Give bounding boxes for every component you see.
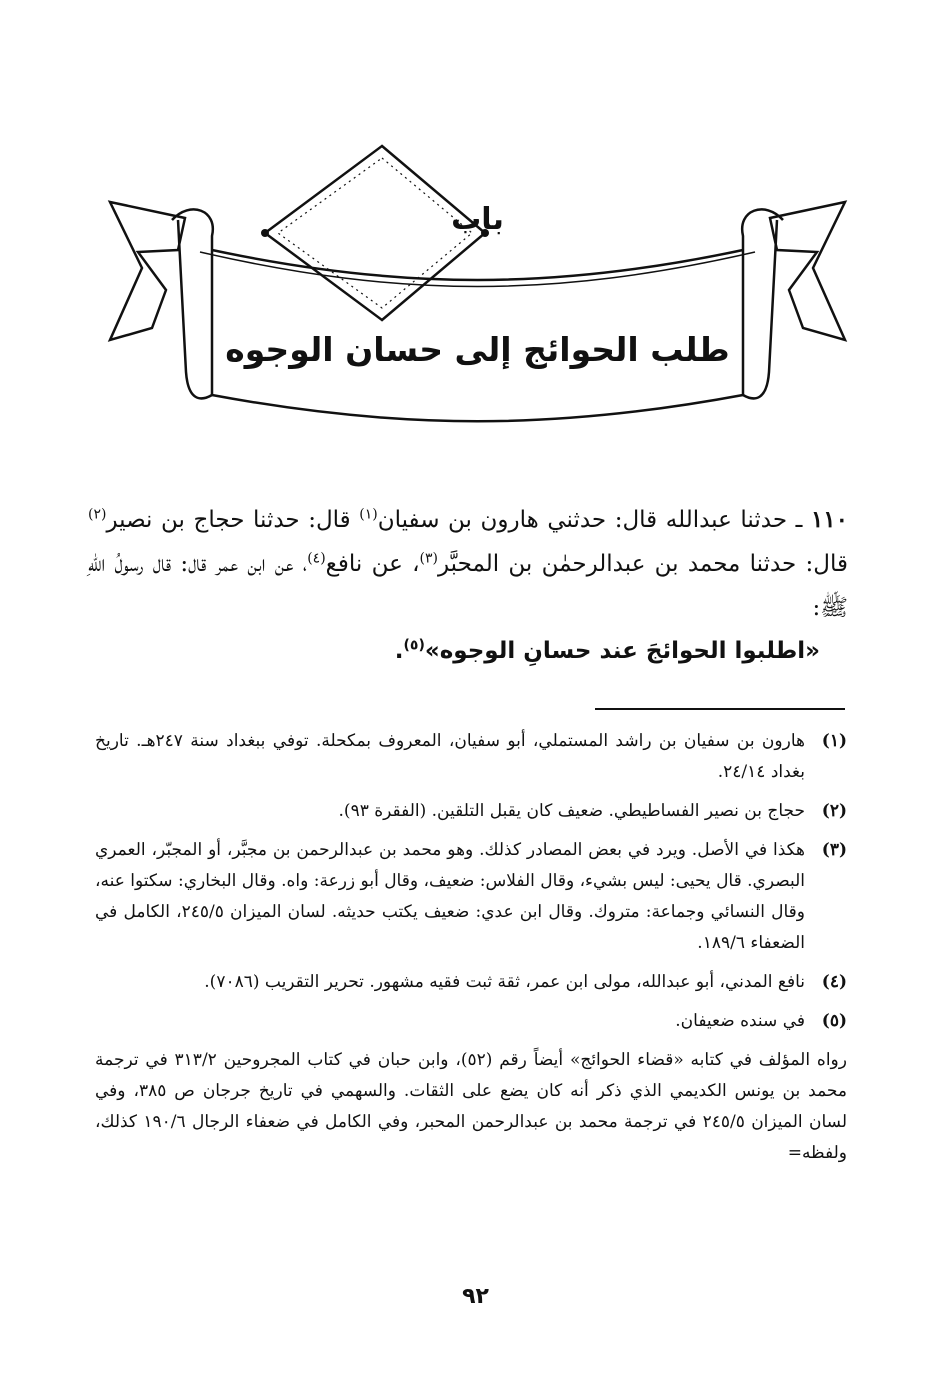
footnote-number: (٢) <box>821 801 847 821</box>
hadith-quote <box>88 638 820 664</box>
footnote-ref: (٤) <box>307 550 326 567</box>
footnote-number: (٤) <box>821 972 847 992</box>
footnote <box>95 726 847 788</box>
footnote-text: هارون بن سفيان بن راشد المستملي، أبو سفيان، المعروف بمكحلة. توفي ببغداد سنة ٢٤٧هـ. تاريخ بغداد ٢٤/١٤. <box>95 731 805 782</box>
footnote-ref: (٢) <box>88 506 107 523</box>
footnote-continuation: رواه المؤلف في كتابه «قضاء الحوائج» أيضاً رقم (٥٢)، وابن حبان في كتاب المجروحين ٣١٣/٢ في ترجمة محمد بن يونس الكديمي الذي ذكر أنه كان يضع على الثقات. والسهمي في تاريخ جرجان ص ٣٨٥، وفي لسان الميزان ٢٤٥/٥ في ترجمة محمد بن عبدالرحمن المحبر، وفي الكامل في ضعفاء الرجال ١٩٠/٦ كذلك، ولفظه= <box>95 1050 847 1163</box>
footnote-ref: (٣) <box>419 550 438 567</box>
chapter-title: طلب الحوائج إلى حسان الوجوه <box>225 330 730 369</box>
footnotes <box>95 726 847 1169</box>
hadith-text-part: قال: حدثنا حجاج بن نصير <box>106 507 360 533</box>
chapter-banner <box>100 140 855 430</box>
page-number: ٩٢ <box>462 1284 489 1309</box>
footnote-text: نافع المدني، أبو عبدالله، مولى ابن عمر، ثقة ثبت فقيه مشهور. تحرير التقريب (٧٠٨٦). <box>204 972 805 992</box>
footnote-number: (٣) <box>821 840 847 860</box>
footnote <box>95 796 847 827</box>
footnote-text: هكذا في الأصل. ويرد في بعض المصادر كذلك. وهو محمد بن عبدالرحمن بن مجبَّر، أو المجبّر، العمري البصري. قال يحيى: ليس بشيء، وقال الفلاس: ضعيف، وقال أبو زرعة: واه. وقال البخاري: سكتوا عنه، وقال النسائي وجماعة: متروك. وقال ابن عدي: ضعيف يكتب حديثه. لسان الميزان ٢٤٥/٥، الكامل في الضعفاء ١٨٩/٦. <box>95 840 805 953</box>
hadith-quote-end: . <box>394 638 404 664</box>
footnote-ref: (١) <box>359 506 378 523</box>
footnote-separator <box>595 708 845 710</box>
footnote <box>95 835 847 959</box>
footnote-number: (١) <box>821 731 847 751</box>
footnote-number: (٥) <box>821 1011 847 1031</box>
hadith-text-part: قال: حدثنا محمد بن عبدالرحمٰن بن المحبَّر <box>437 551 848 577</box>
hadith-number: ١١٠ <box>810 506 848 533</box>
hadith-text-part: ، عن نافع <box>325 551 420 577</box>
footnote-ref: (٥) <box>403 637 425 654</box>
footnote <box>95 967 847 998</box>
hadith-text-part: ـ حدثنا عبدالله قال: حدثني هارون بن سفيان <box>377 507 811 533</box>
hadith-text-part: ، عن ابن عمر قال: قال رسولُ اللهِ ﷺ: <box>88 551 848 621</box>
footnote-text: في سنده ضعيفان. <box>675 1011 805 1031</box>
footnote <box>95 1006 847 1037</box>
hadith-text <box>88 498 848 630</box>
footnote-text: حجاج بن نصير الفساطيطي. ضعيف كان يقبل التلقين. (الفقرة ٩٣). <box>338 801 805 821</box>
banner-scroll-ornament <box>100 140 855 430</box>
hadith-quote-text: «اطلبوا الحوائجَ عند حسانِ الوجوه» <box>424 638 820 664</box>
chapter-word: باب <box>451 202 504 237</box>
